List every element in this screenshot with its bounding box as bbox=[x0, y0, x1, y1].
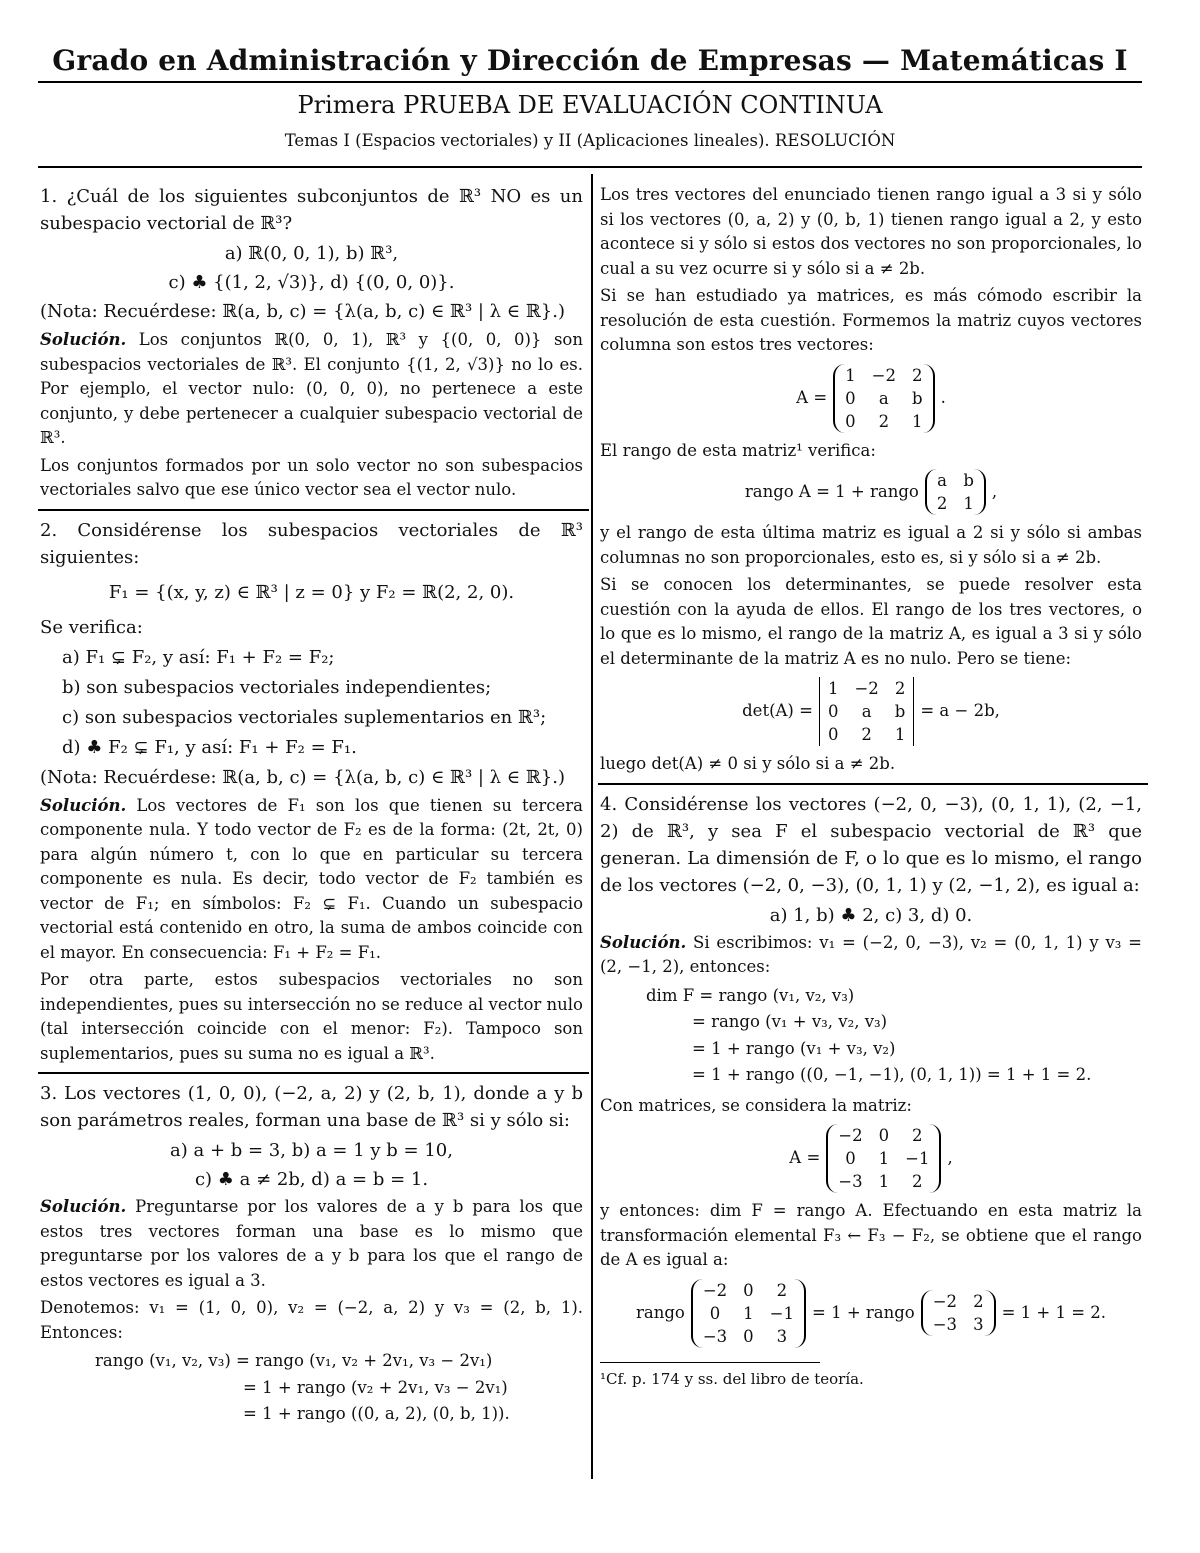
matrix-cell: 0 bbox=[845, 411, 856, 431]
q2-option-b: b) son subespacios vectoriales independientes; bbox=[62, 676, 492, 698]
matrix-cell: −3 bbox=[702, 1326, 728, 1346]
q2-verify: Se verifica: bbox=[40, 616, 143, 638]
question-3-continued bbox=[600, 183, 1142, 777]
matrix-label: A = bbox=[796, 387, 828, 407]
matrix-cell: 0 bbox=[845, 1149, 856, 1168]
q3-eq-3: = 1 + rango ((0, a, 2), (0, b, 1)). bbox=[243, 1404, 510, 1423]
title-rule bbox=[38, 81, 1142, 83]
matrix-c bbox=[921, 1290, 996, 1336]
matrix-cell: −3 bbox=[932, 1315, 958, 1334]
q2-option-d: d) ♣ F₂ ⊊ F₁, y así: F₁ + F₂ = F₁. bbox=[62, 736, 357, 758]
q4-rank-equation bbox=[600, 1279, 1142, 1348]
matrix-cell: 2 bbox=[894, 679, 906, 698]
q2-note: (Nota: Recuérdese: ℝ(a, b, c) = {λ(a, b, c) ∈ ℝ³ | λ ∈ ℝ}.) bbox=[40, 766, 566, 788]
matrix-cell: −2 bbox=[871, 365, 896, 385]
matrix-cell: 1 bbox=[878, 1149, 890, 1168]
matrix-cell: 2 bbox=[878, 411, 890, 431]
q3-cont-p4: Si se conocen los determinantes, se puede resolver esta cuestión con la ayuda de ellos. El rango de los tres vectores, o lo que es lo mismo, el rango de la matriz A, es igual a 3 si y sólo el determinante de la matriz A es no nulo. Pero se tiene: bbox=[600, 575, 1142, 668]
matrix-cell: 1 bbox=[878, 1172, 890, 1191]
matrix-cell: 2 bbox=[912, 1126, 923, 1145]
matrix-cell: 2 bbox=[973, 1292, 984, 1311]
question-1 bbox=[40, 183, 583, 503]
matrix-a bbox=[826, 1124, 941, 1193]
section-separator bbox=[598, 783, 1148, 785]
q3-cont-p5: luego det(A) ≠ 0 si y sólo si a ≠ 2b. bbox=[600, 754, 896, 773]
matrix-a bbox=[833, 364, 934, 433]
q1-question: 1. ¿Cuál de los siguientes subconjuntos de ℝ³ NO es un subespacio vectorial de ℝ³? bbox=[40, 186, 583, 234]
q3-solution bbox=[40, 1195, 583, 1293]
column-divider bbox=[591, 174, 593, 1479]
q3-cont-p3: y el rango de esta última matriz es igual a 2 si y sólo si ambas columnas no son proporcionales, esto es, si y sólo si a ≠ 2b. bbox=[600, 523, 1142, 567]
q4-equations bbox=[600, 984, 1142, 1088]
q3-cont-p2: Si se han estudiado ya matrices, es más cómodo escribir la resolución de esta cuestión. Formemos la matriz cuyos vectores columna son estos tres vectores: bbox=[600, 286, 1142, 354]
q1-note: (Nota: Recuérdese: ℝ(a, b, c) = {λ(a, b, c) ∈ ℝ³ | λ ∈ ℝ}.) bbox=[40, 301, 566, 322]
q2-definition: F₁ = {(x, y, z) ∈ ℝ³ | z = 0} y F₂ = ℝ(2, 2, 0). bbox=[108, 581, 515, 603]
q3-solution-p2: Denotemos: v₁ = (1, 0, 0), v₂ = (−2, a, 2) y v₃ = (2, b, 1). Entonces: bbox=[40, 1298, 583, 1342]
matrix-cell: 1 bbox=[827, 679, 839, 698]
matrix-cell: 1 bbox=[894, 725, 906, 744]
matrix-cell: 0 bbox=[743, 1280, 754, 1300]
solution-label: Solución. bbox=[40, 330, 127, 349]
q3-question: 3. Los vectores (1, 0, 0), (−2, a, 2) y (2, b, 1), donde a y b son parámetros reales, forman una base de ℝ³ si y sólo si: bbox=[40, 1083, 583, 1131]
matrix-cell: −2 bbox=[838, 1126, 863, 1145]
matrix-b bbox=[691, 1279, 806, 1348]
q4-p2: y entonces: dim F = rango A. Efectuando en esta matriz la transformación elemental F₃ ← F₃ − F₂, se obtiene que el rango de A es igual a: bbox=[600, 1201, 1142, 1269]
q4-question: 4. Considérense los vectores (−2, 0, −3), (0, 1, 1), (2, −1, 2) de ℝ³, y sea F el subespacio vectorial de ℝ³ que generan. La dimensión de F, o lo que es lo mismo, el rango de los vectores (−2, 0, −3), (0, 1, 1) y (2, −1, 2), es igual a: bbox=[600, 793, 1142, 896]
matrix-cell: 3 bbox=[973, 1315, 984, 1334]
matrix-cell: 2 bbox=[776, 1280, 788, 1300]
matrix-cell: 0 bbox=[709, 1303, 721, 1323]
rank-lhs: rango A = 1 + rango bbox=[744, 481, 919, 501]
q3-solution-text: Preguntarse por los valores de a y b para los que estos tres vectores forman una base es lo mismo que preguntarse por los valores de a y b para los que el rango de estos vectores es igual a 3. bbox=[40, 1197, 583, 1290]
q2-option-a: a) F₁ ⊊ F₂, y así: F₁ + F₂ = F₂; bbox=[62, 646, 335, 668]
footnote-rule bbox=[600, 1362, 820, 1363]
matrix-cell: a bbox=[937, 471, 947, 490]
matrix-cell: −2 bbox=[854, 679, 879, 698]
q2-solution bbox=[40, 794, 583, 966]
q3-eq-1: rango (v₁, v₂, v₃) = rango (v₁, v₂ + 2v₁, v₃ − 2v₁) bbox=[95, 1351, 493, 1370]
q4-solution-text: Si escribimos: v₁ = (−2, 0, −3), v₂ = (0, 1, 1) y v₃ = (2, −1, 2), entonces: bbox=[600, 932, 1142, 976]
q4-solution bbox=[600, 931, 1142, 980]
q1-solution-text: Los conjuntos ℝ(0, 0, 1), ℝ³ y {(0, 0, 0)} son subespacios vectoriales de ℝ³. El conjunto {(1, 2, √3)} no lo es. Por ejemplo, el vector nulo: (0, 0, 0), no pertenece a este conjunto, y debe pertenecer a cualquier subespacio vectorial de ℝ³. bbox=[40, 330, 583, 447]
solution-label: Solución. bbox=[600, 932, 687, 952]
matrix-cell: 3 bbox=[776, 1326, 788, 1346]
matrix-cell: b bbox=[963, 471, 974, 490]
q3-matrix-a bbox=[600, 364, 1142, 433]
comma: , bbox=[947, 1148, 953, 1168]
rank-label: rango bbox=[635, 1302, 685, 1322]
solution-label: Solución. bbox=[40, 795, 127, 815]
q4-eq-4: = 1 + rango ((0, −1, −1), (0, 1, 1)) = 1 + 1 = 2. bbox=[692, 1065, 1092, 1084]
matrix-cell: 1 bbox=[845, 365, 856, 385]
q1-options-cd: c) ♣ {(1, 2, √3)}, d) {(0, 0, 0)}. bbox=[168, 272, 455, 293]
q4-options: a) 1, b) ♣ 2, c) 3, d) 0. bbox=[769, 904, 973, 926]
q2-solution-text: Los vectores de F₁ son los que tienen su tercera componente nula. Y todo vector de F₂ es de la forma: (2t, 2t, 0) para algún número t, con lo que en particular su tercera componente es nula. Es decir, todo vector de F₂ también es vector de F₁; en símbolos: F₂ ⊊ F₁. Cuando un subespacio vectorial está contenido en otro, la suma de ambos coincide con el mayor. En consecuencia: F₁ + F₂ = F₁. bbox=[40, 795, 583, 962]
matrix-cell: 2 bbox=[861, 725, 872, 744]
q2-solution-p2: Por otra parte, estos subespacios vectoriales no son independientes, pues su intersección no se reduce al vector nulo (tal intersección coincide con el menor: F₂). Tampoco son suplementarios, pues su suma no es igual a ℝ³. bbox=[40, 970, 583, 1063]
q1-solution bbox=[40, 328, 583, 451]
footnote: ¹Cf. p. 174 y ss. del libro de teoría. bbox=[600, 1369, 864, 1388]
matrix-cell: 0 bbox=[845, 388, 856, 408]
matrix-cell: 0 bbox=[827, 725, 839, 744]
q3-equations bbox=[40, 1349, 583, 1427]
matrix-cell: 2 bbox=[912, 365, 923, 385]
section-separator bbox=[38, 1072, 589, 1074]
determinant-a bbox=[819, 677, 914, 746]
matrix-cell: 2 bbox=[936, 494, 948, 513]
q1-options-ab: a) ℝ(0, 0, 1), b) ℝ³, bbox=[224, 243, 399, 264]
matrix-cell: 1 bbox=[743, 1303, 754, 1323]
q3-eq-2: = 1 + rango (v₂ + 2v₁, v₃ − 2v₁) bbox=[243, 1377, 508, 1397]
matrix-cell: −1 bbox=[905, 1149, 930, 1168]
q3-options-cd: c) ♣ a ≠ 2b, d) a = b = 1. bbox=[194, 1169, 429, 1190]
section-separator bbox=[38, 509, 589, 511]
matrix-cell: 2 bbox=[912, 1172, 923, 1191]
det-rhs: = a − 2b, bbox=[920, 701, 1000, 721]
matrix-cell: 0 bbox=[827, 702, 839, 721]
page-title: Grado en Administración y Dirección de Empresas — Matemáticas I bbox=[52, 44, 1128, 77]
q3-determinant bbox=[600, 677, 1142, 746]
q3-cont-p1: Los tres vectores del enunciado tienen rango igual a 3 si y sólo si los vectores (0, a, 2) y (0, b, 1) tienen rango igual a 2, y esto acontece si y sólo si estos dos vectores no son proporcionales, lo cual a su vez ocurre si y sólo si a ≠ 2b. bbox=[600, 185, 1142, 278]
right-column bbox=[600, 183, 1142, 1391]
period: . bbox=[940, 387, 946, 407]
matrix-cell: −2 bbox=[932, 1292, 958, 1311]
matrix-cell: 1 bbox=[912, 411, 923, 431]
q1-solution-p2: Los conjuntos formados por un solo vector no son subespacios vectoriales salvo que ese único vector sea el vector nulo. bbox=[40, 455, 583, 499]
matrix-cell: 0 bbox=[743, 1326, 754, 1346]
matrix-label: A = bbox=[789, 1148, 821, 1168]
left-column bbox=[40, 183, 583, 1433]
header-rule bbox=[38, 166, 1142, 168]
matrix-cell: −1 bbox=[769, 1303, 794, 1323]
q4-matrix-text: Con matrices, se considera la matriz: bbox=[600, 1095, 912, 1115]
rank-end: = 1 + 1 = 2. bbox=[1001, 1302, 1107, 1322]
matrix-cell: −2 bbox=[702, 1280, 728, 1300]
matrix-cell: −3 bbox=[838, 1172, 863, 1191]
comma: , bbox=[991, 481, 998, 501]
q3-options-ab: a) a + b = 3, b) a = 1 y b = 10, bbox=[170, 1140, 453, 1161]
matrix-2x2 bbox=[925, 469, 986, 515]
question-3 bbox=[40, 1080, 583, 1427]
q4-eq-1: dim F = rango (v₁, v₂, v₃) bbox=[646, 985, 855, 1005]
exam-subtitle: Primera PRUEBA DE EVALUACIÓN CONTINUA bbox=[297, 91, 883, 119]
q3-rank-text: El rango de esta matriz¹ verifica: bbox=[600, 440, 876, 460]
q3-rank-equation bbox=[600, 469, 1142, 515]
exam-topics: Temas I (Espacios vectoriales) y II (Aplicaciones lineales). RESOLUCIÓN bbox=[284, 131, 896, 150]
matrix-cell: a bbox=[878, 388, 889, 408]
q2-question: 2. Considérense los subespacios vectoriales de ℝ³ siguientes: bbox=[40, 519, 583, 568]
q2-option-c: c) son subespacios vectoriales suplementarios en ℝ³; bbox=[62, 706, 547, 728]
question-2 bbox=[40, 517, 583, 1067]
solution-label: Solución. bbox=[40, 1197, 127, 1216]
q4-matrix-a bbox=[600, 1124, 1142, 1193]
matrix-cell: 1 bbox=[963, 494, 974, 513]
matrix-cell: b bbox=[894, 702, 906, 721]
matrix-cell: 0 bbox=[878, 1126, 890, 1145]
matrix-cell: b bbox=[912, 388, 923, 408]
matrix-cell: a bbox=[861, 702, 872, 721]
q4-eq-3: = 1 + rango (v₁ + v₃, v₂) bbox=[692, 1038, 896, 1058]
question-4 bbox=[600, 791, 1142, 1348]
det-label: det(A) = bbox=[742, 701, 813, 721]
q4-eq-2: = rango (v₁ + v₃, v₂, v₃) bbox=[692, 1012, 888, 1031]
rank-mid: = 1 + rango bbox=[812, 1302, 915, 1322]
